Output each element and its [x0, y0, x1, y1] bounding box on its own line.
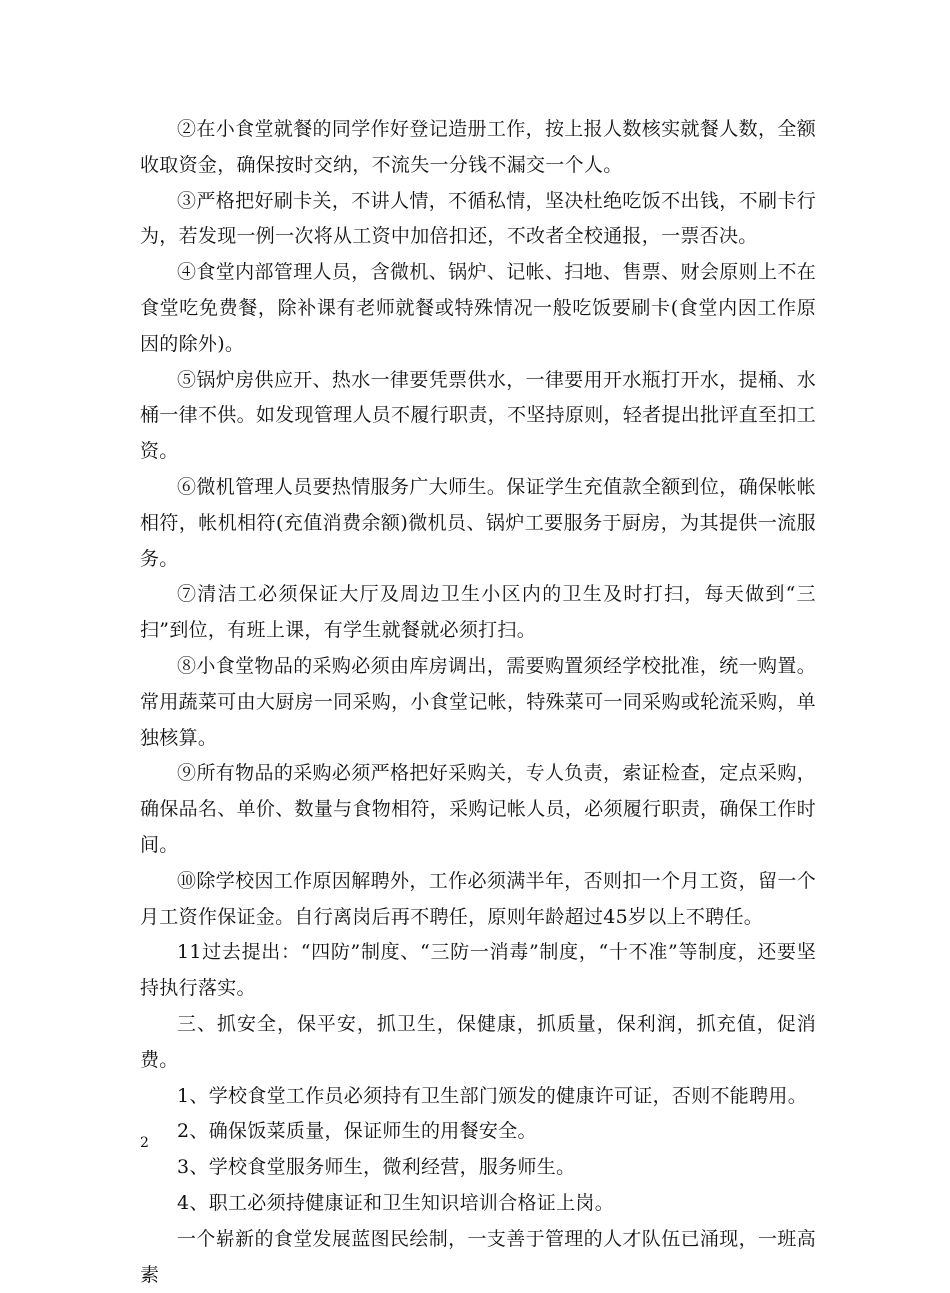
- closing-paragraph: 一个崭新的食堂发展蓝图民绘制，一支善于管理的人才队伍已涌现，一班高素: [140, 1227, 816, 1286]
- document-body: [140, 112, 816, 1293]
- paragraph-item-11: 11过去提出：“四防”制度、“三防一消毒”制度，“十不准”等制度，还要坚持执行落实。: [140, 941, 816, 1000]
- list-item-1: 1、学校食堂工作员必须持有卫生部门颁发的健康许可证，否则不能聘用。: [177, 1084, 807, 1107]
- paragraph-item-7: ⑦清洁工必须保证大厅及周边卫生小区内的卫生及时打扫，每天做到“三扫”到位，有班上课，有学生就餐就必须打扫。: [140, 583, 816, 642]
- paragraph-item-4: ④食堂内部管理人员，含微机、锅炉、记帐、扫地、售票、财会原则上不在食堂吃免费餐，除补课有老师就餐或特殊情况一般吃饭要刷卡(食堂内因工作原因的除外)。: [140, 261, 816, 355]
- list-item-3: 3、学校食堂服务师生，微利经营，服务师生。: [177, 1156, 576, 1179]
- paragraph-item-2: ②在小食堂就餐的同学作好登记造册工作，按上报人数核实就餐人数，全额收取资金，确保按时交纳，不流失一分钱不漏交一个人。: [140, 118, 816, 176]
- page-number: 2: [140, 1135, 149, 1151]
- section-heading-three: 三、抓安全，保平安，抓卫生，保健康，抓质量，保利润，抓充值，促消费。: [140, 1012, 816, 1071]
- paragraph-item-8: ⑧小食堂物品的采购必须由库房调出，需要购置须经学校批准，统一购置。常用蔬菜可由大厨房一同采购，小食堂记帐，特殊菜可一同采购或轮流采购，单独核算。: [140, 654, 816, 749]
- paragraph-item-5: ⑤锅炉房供应开、热水一律要凭票供水，一律要用开水瓶打开水，提桶、水桶一律不供。如发现管理人员不履行职责，不坚持原则，轻者提出批评直至扣工资。: [140, 368, 816, 463]
- paragraph-item-10: ⑩除学校因工作原因解聘外，工作必须满半年，否则扣一个月工资，留一个月工资作保证金。自行离岗后再不聘任，原则年龄超过45岁以上不聘任。: [140, 869, 816, 928]
- paragraph-item-9: ⑨所有物品的采购必须严格把好采购关，专人负责，索证检查，定点采购，确保品名、单价、数量与食物相符，采购记帐人员，必须履行职责，确保工作时间。: [140, 762, 816, 856]
- paragraph-item-6: ⑥微机管理人员要热情服务广大师生。保证学生充值款全额到位，确保帐帐相符，帐机相符(充值消费余额)微机员、锅炉工要服务于厨房，为其提供一流服务。: [140, 475, 816, 570]
- paragraph-item-3: ③严格把好刷卡关，不讲人情，不循私情，坚决杜绝吃饭不出钱，不刷卡行为，若发现一例一次将从工资中加倍扣还，不改者全校通报，一票否决。: [140, 189, 816, 248]
- list-item-2: 2、确保饭菜质量，保证师生的用餐安全。: [177, 1120, 537, 1143]
- list-item-4: 4、职工必须持健康证和卫生知识培训合格证上岗。: [177, 1191, 614, 1214]
